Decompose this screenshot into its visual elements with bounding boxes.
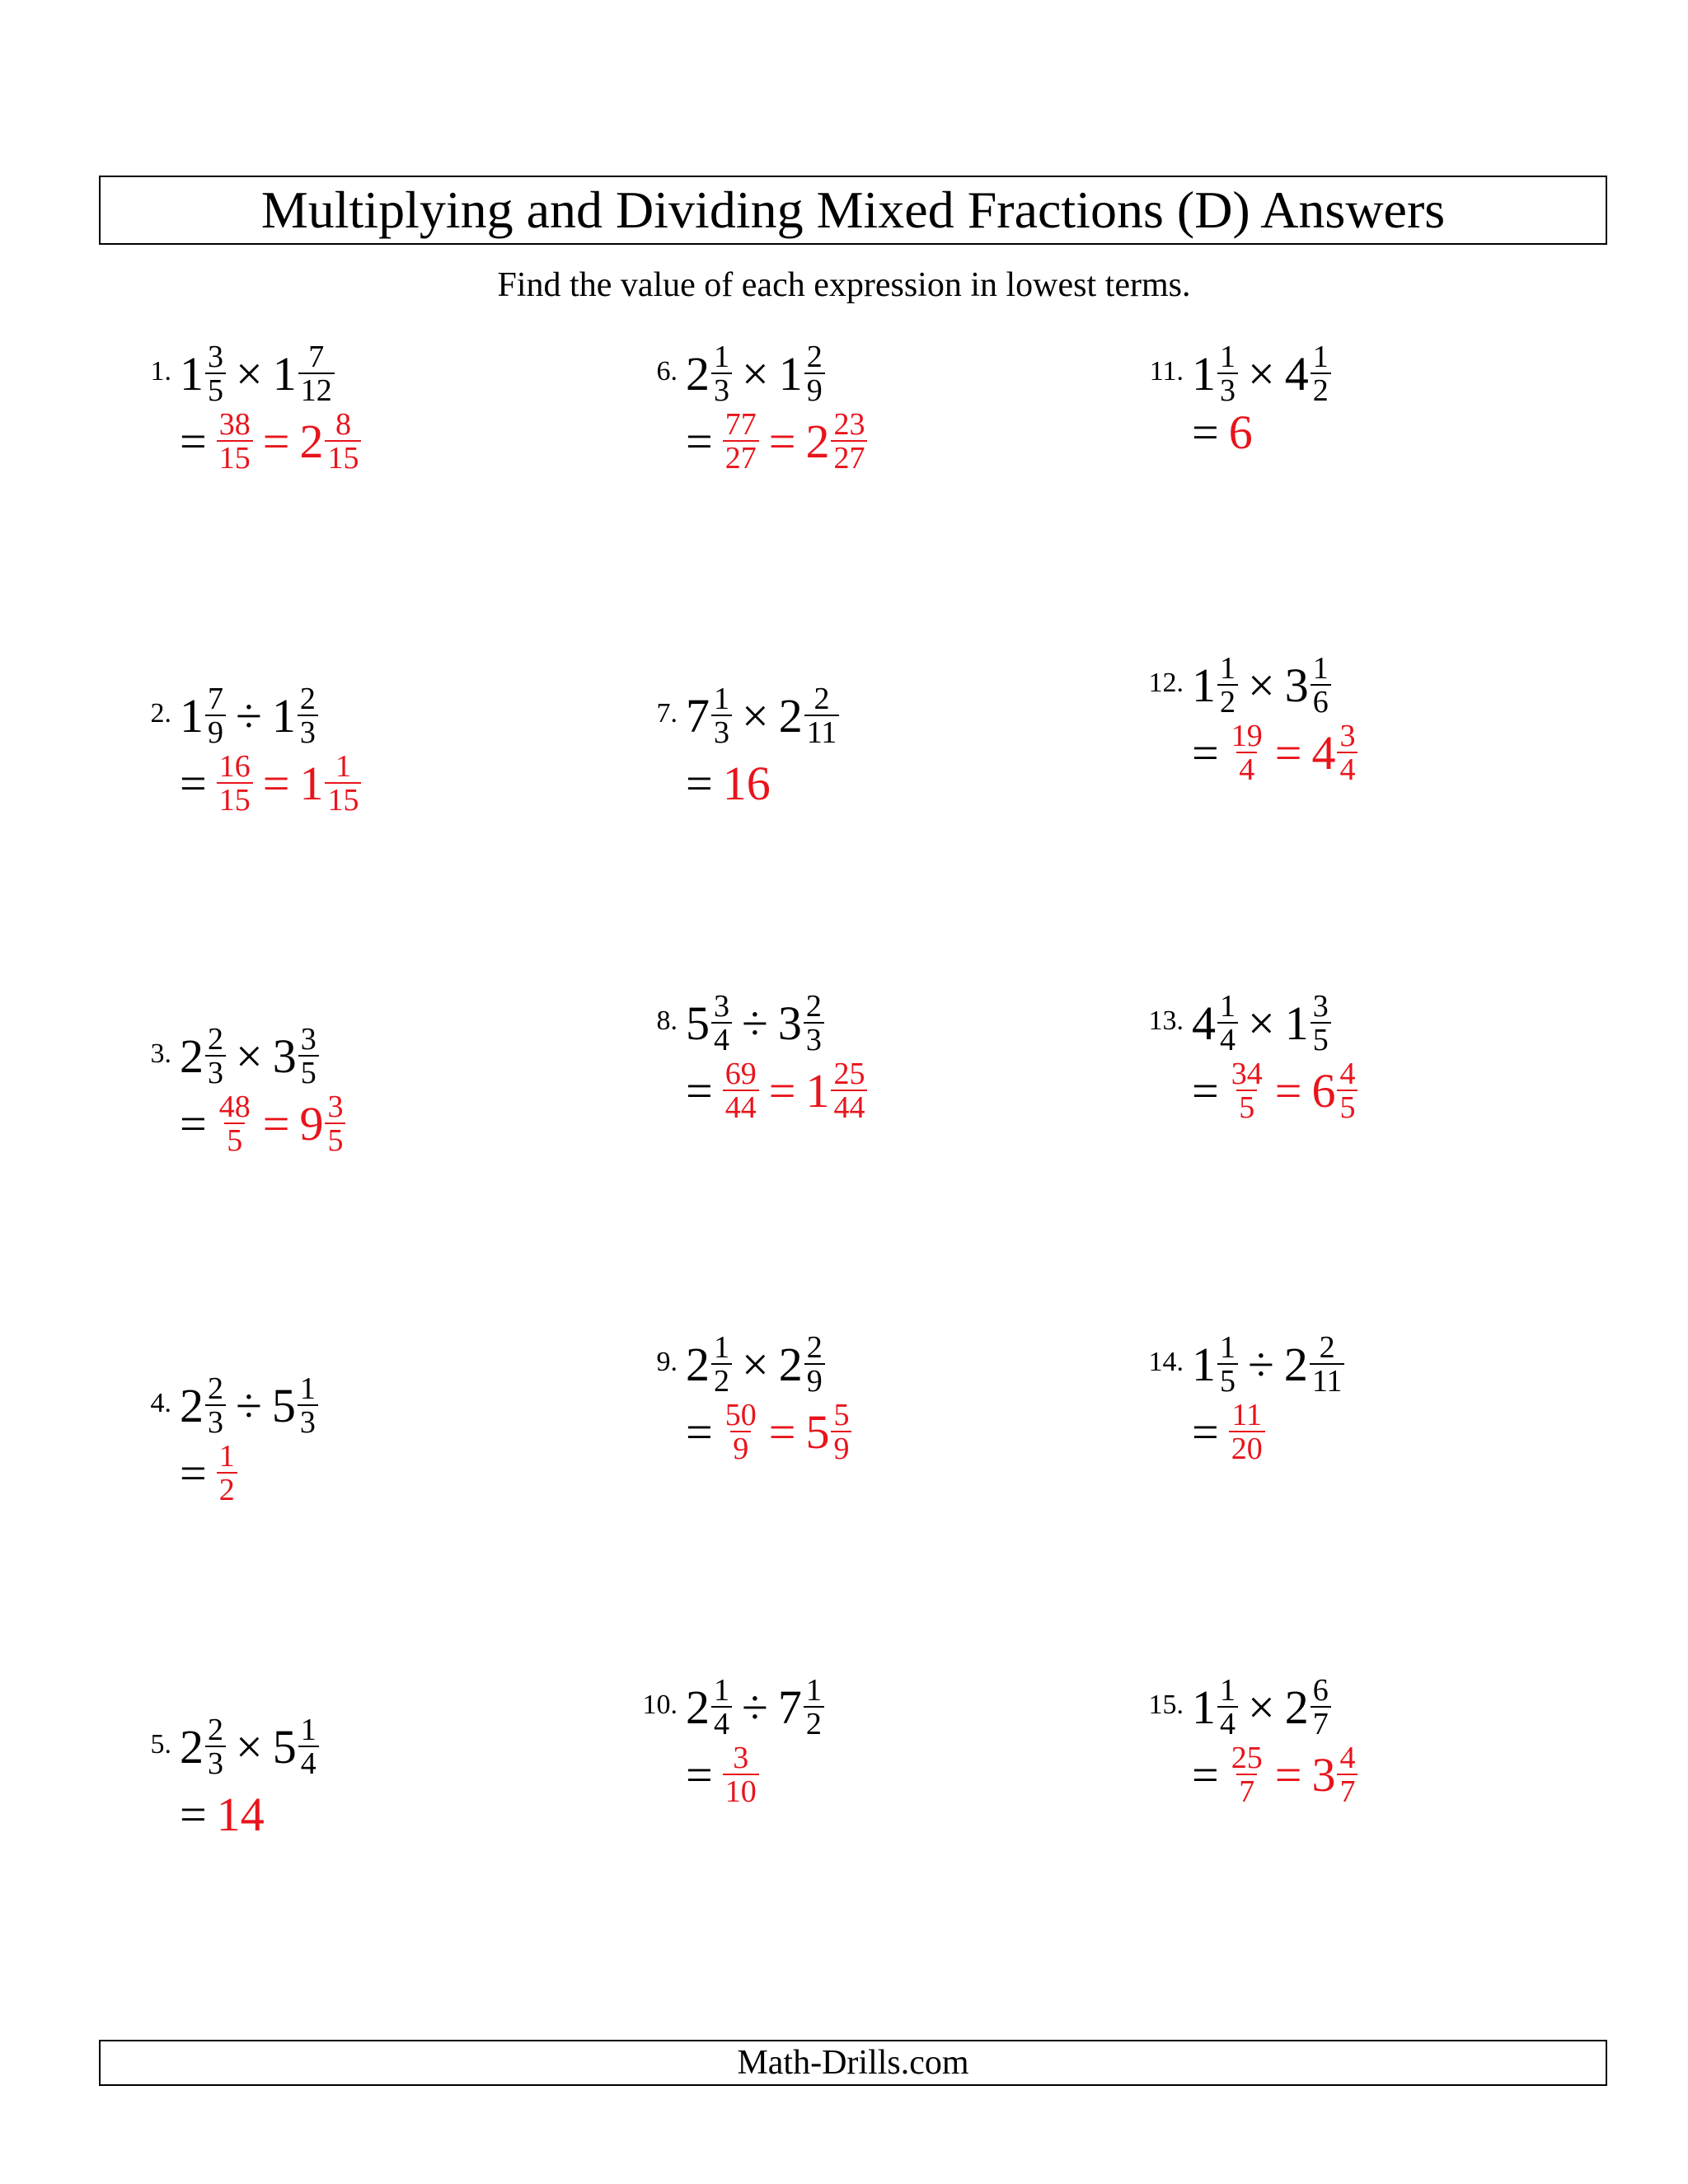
equals-sign: = [1274, 1063, 1302, 1118]
problem-9 [656, 1329, 851, 1466]
equals-sign: = [262, 414, 290, 468]
problem-number: 4. [150, 1388, 171, 1418]
answer-fraction: $\frac{25}{7}$ [1231, 1740, 1263, 1809]
equals-sign: = [686, 1063, 713, 1118]
answer-mixed: 4 $\frac{3}{4}$ [1311, 720, 1357, 785]
expression [686, 682, 839, 749]
problem-2 [150, 681, 361, 818]
equals-sign: = [180, 756, 207, 810]
answer [180, 407, 361, 475]
mixed-number-a: 1 $\frac{3}{5}$ [180, 341, 226, 406]
answer [180, 1090, 345, 1157]
problem-14 [1148, 1329, 1344, 1466]
equals-sign: = [768, 1404, 796, 1459]
mixed-number-a: 1 $\frac{1}{2}$ [1192, 653, 1238, 718]
problem-3 [150, 1021, 345, 1158]
answer [686, 1398, 851, 1465]
answer [180, 1780, 319, 1848]
mixed-number-a: 2 $\frac{2}{3}$ [180, 1714, 226, 1779]
answer [180, 749, 361, 817]
equals-sign: = [262, 756, 290, 810]
expression [1192, 340, 1331, 407]
answer-mixed: 1 $\frac{25}{44}$ [805, 1058, 867, 1123]
equals-sign: = [180, 1787, 207, 1841]
expression [180, 682, 361, 749]
mixed-number-b: 3 $\frac{1}{6}$ [1285, 653, 1331, 718]
operator: × [742, 688, 769, 743]
operator: × [1248, 1680, 1275, 1734]
expression [686, 1673, 824, 1741]
operator: × [1248, 658, 1275, 712]
expression [1192, 1330, 1344, 1398]
mixed-number-b: 2 $\frac{2}{11}$ [779, 683, 840, 748]
answer-mixed: 3 $\frac{4}{7}$ [1311, 1742, 1357, 1807]
problem-number: 8. [656, 1005, 678, 1036]
equals-sign: = [686, 414, 713, 468]
mixed-number-a: 7 $\frac{1}{3}$ [686, 683, 732, 748]
problem-number: 2. [150, 698, 171, 729]
expression [1192, 1673, 1357, 1741]
mixed-number-b: 1 $\frac{3}{5}$ [1285, 991, 1331, 1056]
mixed-number-b: 3 $\frac{3}{5}$ [273, 1024, 319, 1089]
expression [686, 1330, 851, 1398]
operator: × [742, 1337, 769, 1391]
answer-whole: 6 [1228, 405, 1253, 459]
answer-mixed: 6 $\frac{4}{5}$ [1311, 1058, 1357, 1123]
expression [686, 989, 867, 1057]
operator: × [1248, 346, 1275, 401]
mixed-number-a: 2 $\frac{1}{2}$ [686, 1332, 732, 1397]
answer-fraction: $\frac{50}{9}$ [724, 1397, 757, 1466]
footer-site-name: Math-Drills.com [99, 2040, 1607, 2086]
answer [1192, 1398, 1344, 1465]
equals-sign: = [1192, 405, 1219, 459]
answer [180, 1439, 318, 1507]
operator: ÷ [742, 996, 768, 1050]
equals-sign: = [1274, 725, 1302, 780]
problem-number: 14. [1148, 1347, 1184, 1377]
mixed-number-b: 1 $\frac{7}{12}$ [273, 341, 335, 406]
expression [180, 340, 361, 407]
problem-10 [642, 1672, 824, 1809]
problem-11 [1149, 339, 1331, 459]
mixed-number-b: 1 $\frac{2}{9}$ [779, 341, 825, 406]
equals-sign: = [686, 1404, 713, 1459]
answer-whole: 14 [216, 1787, 265, 1841]
operator: × [1248, 996, 1275, 1050]
mixed-number-b: 2 $\frac{2}{9}$ [779, 1332, 825, 1397]
mixed-number-a: 2 $\frac{2}{3}$ [180, 1373, 226, 1438]
answer [1192, 1057, 1357, 1124]
equals-sign: = [1192, 1063, 1219, 1118]
worksheet-title: Multiplying and Dividing Mixed Fractions (D) Answers [99, 176, 1607, 245]
mixed-number-a: 1 $\frac{1}{4}$ [1192, 1675, 1238, 1740]
operator: × [236, 1719, 263, 1774]
answer-mixed: 2 $\frac{23}{27}$ [805, 409, 867, 474]
problem-number: 3. [150, 1038, 171, 1069]
expression [180, 1371, 318, 1439]
problem-number: 6. [656, 356, 678, 387]
problem-number: 15. [1148, 1690, 1184, 1720]
mixed-number-b: 5 $\frac{1}{3}$ [272, 1373, 318, 1438]
problem-7 [656, 681, 839, 817]
answer-fraction: $\frac{16}{15}$ [217, 751, 253, 816]
mixed-number-b: 2 $\frac{2}{11}$ [1284, 1332, 1345, 1397]
mixed-number-a: 2 $\frac{2}{3}$ [180, 1024, 226, 1089]
answer-mixed: 9 $\frac{3}{5}$ [299, 1091, 345, 1156]
equals-sign: = [768, 414, 796, 468]
instructions: Find the value of each expression in lowest terms. [497, 266, 1191, 304]
mixed-number-b: 4 $\frac{1}{2}$ [1285, 341, 1331, 406]
equals-sign: = [180, 1096, 207, 1151]
mixed-number-a: 1 $\frac{1}{3}$ [1192, 341, 1238, 406]
answer-fraction: $\frac{48}{5}$ [218, 1089, 251, 1158]
equals-sign: = [1192, 725, 1219, 780]
problem-number: 11. [1149, 356, 1184, 387]
mixed-number-a: 1 $\frac{7}{9}$ [180, 683, 226, 748]
mixed-number-a: 2 $\frac{1}{3}$ [686, 341, 732, 406]
answer-fraction: $\frac{11}{20}$ [1229, 1399, 1265, 1465]
answer-fraction: $\frac{19}{4}$ [1231, 718, 1263, 787]
answer [1192, 1741, 1357, 1808]
equals-sign: = [768, 1063, 796, 1118]
equals-sign: = [1192, 1747, 1219, 1802]
expression [1192, 651, 1357, 719]
problem-number: 12. [1148, 668, 1184, 698]
problem-number: 10. [642, 1690, 678, 1720]
problem-number: 1. [150, 356, 171, 387]
operator: ÷ [1248, 1337, 1274, 1391]
operator: × [236, 1029, 263, 1083]
operator: ÷ [236, 1378, 262, 1432]
equals-sign: = [262, 1096, 290, 1151]
problem-13 [1148, 988, 1357, 1125]
equals-sign: = [1274, 1747, 1302, 1802]
answer-mixed: 2 $\frac{8}{15}$ [299, 409, 361, 474]
equals-sign: = [180, 1446, 207, 1500]
expression [180, 1713, 319, 1780]
mixed-number-b: 7 $\frac{1}{2}$ [778, 1675, 824, 1740]
problem-number: 5. [150, 1729, 171, 1760]
expression [1192, 989, 1357, 1057]
mixed-number-b: 5 $\frac{1}{4}$ [273, 1714, 319, 1779]
answer [1192, 407, 1331, 457]
answer-fraction: $\frac{77}{27}$ [723, 409, 759, 474]
equals-sign: = [180, 414, 207, 468]
problem-4 [150, 1371, 318, 1507]
answer [686, 1057, 867, 1124]
mixed-number-b: 2 $\frac{6}{7}$ [1285, 1675, 1331, 1740]
equals-sign: = [686, 1747, 713, 1802]
answer-fraction: $\frac{1}{2}$ [217, 1441, 237, 1506]
answer-fraction: $\frac{3}{10}$ [723, 1742, 759, 1807]
mixed-number-b: 1 $\frac{2}{3}$ [272, 683, 318, 748]
expression [686, 340, 867, 407]
answer-fraction: $\frac{69}{44}$ [723, 1058, 759, 1123]
operator: ÷ [236, 688, 262, 743]
answer-mixed: 1 $\frac{1}{15}$ [299, 751, 361, 816]
problem-number: 9. [656, 1347, 678, 1377]
answer [686, 407, 867, 475]
answer-whole: 16 [722, 756, 771, 810]
mixed-number-a: 1 $\frac{1}{5}$ [1192, 1332, 1238, 1397]
problem-1 [150, 339, 361, 476]
equals-sign: = [1192, 1404, 1219, 1459]
problem-8 [656, 988, 867, 1125]
problem-6 [656, 339, 867, 476]
answer-fraction: $\frac{34}{5}$ [1231, 1056, 1263, 1125]
operator: ÷ [742, 1680, 768, 1734]
problem-number: 13. [1148, 1005, 1184, 1036]
equals-sign: = [686, 756, 713, 810]
mixed-number-b: 3 $\frac{2}{3}$ [778, 991, 824, 1056]
problem-15 [1148, 1672, 1357, 1809]
answer [1192, 719, 1357, 786]
mixed-number-a: 5 $\frac{3}{4}$ [686, 991, 732, 1056]
problem-5 [150, 1712, 319, 1848]
problem-12 [1148, 650, 1357, 787]
operator: × [742, 346, 769, 401]
answer-mixed: 5 $\frac{5}{9}$ [805, 1399, 851, 1465]
expression [180, 1022, 345, 1090]
answer-fraction: $\frac{38}{15}$ [217, 409, 253, 474]
mixed-number-a: 4 $\frac{1}{4}$ [1192, 991, 1238, 1056]
answer [686, 1741, 824, 1808]
mixed-number-a: 2 $\frac{1}{4}$ [686, 1675, 732, 1740]
problem-number: 7. [656, 698, 678, 729]
operator: × [236, 346, 263, 401]
answer [686, 749, 839, 817]
